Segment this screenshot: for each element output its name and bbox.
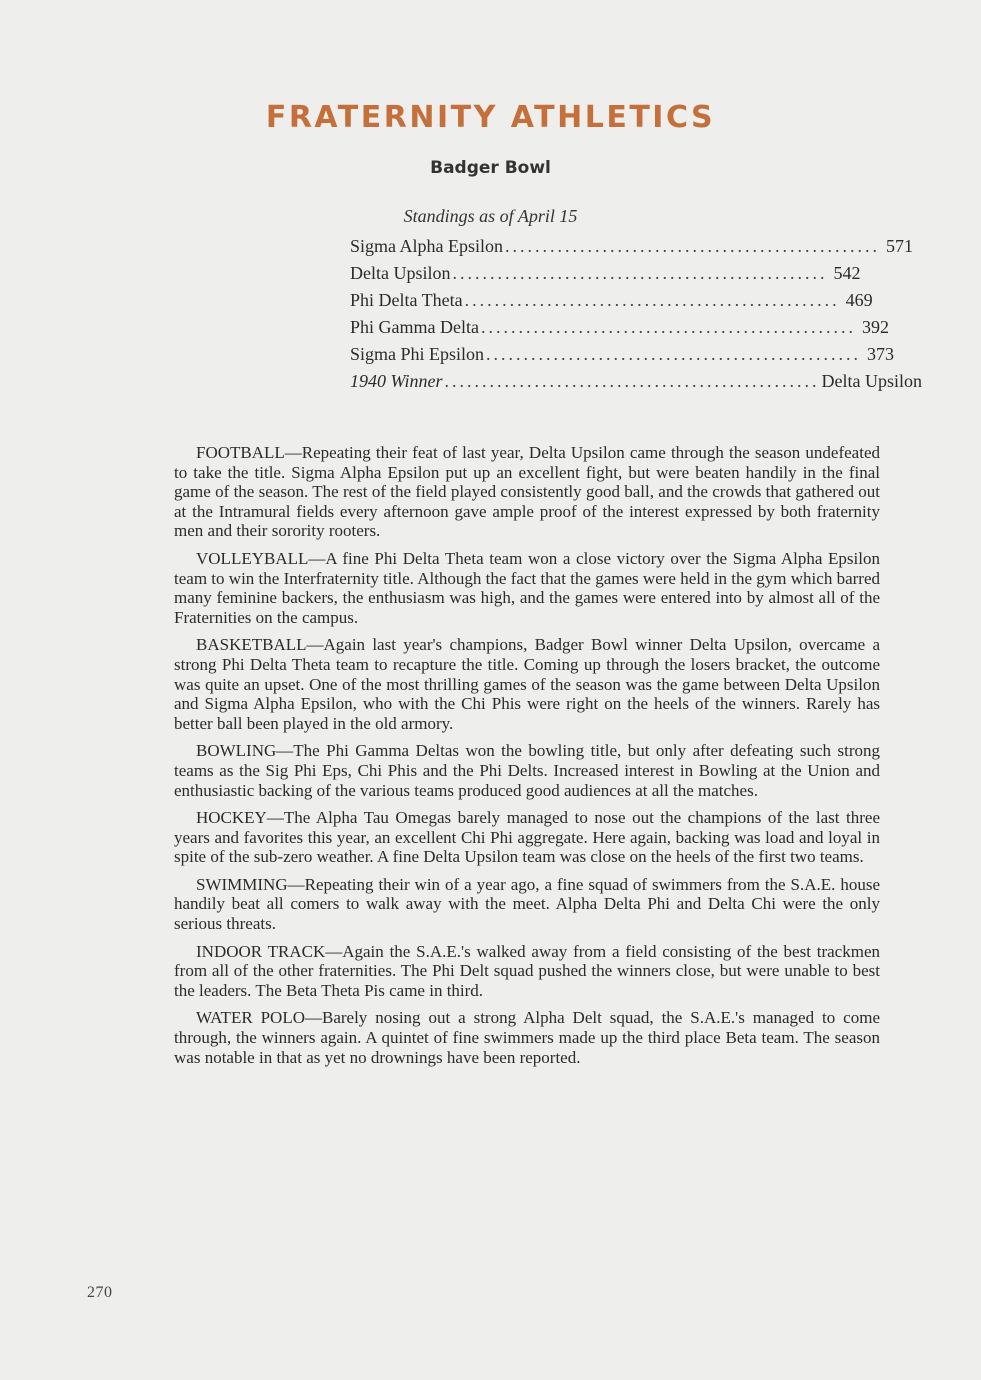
hockey-paragraph: HOCKEY—The Alpha Tau Omegas barely managed to nose out the champions of the last three years and favorites this year, an excellent Chi Phi aggregate. Here again, backing was load and loyal in spite of the sub-zero weather. A fine Delta Upsilon team was close on the heels of the first two teams.: [174, 808, 880, 867]
basketball-paragraph: BASKETBALL—Again last year's champions, Badger Bowl winner Delta Upsilon, overcame a strong Phi Delta Theta team to recapture the title. Coming up through the losers bracket, the outcome was quite an upset. One of the most thrilling games of the season was the game between Delta Upsilon and Sigma Alpha Epsilon, who with the Chi Phis were right on the heels of the winners. Rarely has better ball been played in the old armory.: [174, 635, 880, 733]
team-score: 469: [845, 290, 873, 310]
article-body: [174, 443, 880, 1075]
team-score: 392: [861, 317, 889, 337]
team-score: 542: [833, 263, 861, 283]
standings-caption: Standings as of April 15: [403, 206, 578, 226]
bowling-paragraph: BOWLING—The Phi Gamma Deltas won the bowling title, but only after defeating such strong teams as the Sig Phi Eps, Chi Phis and the Phi Delts. Increased interest in Bowling at the Union and enthusiastic backing of the various teams produced good audiences at all the matches.: [174, 741, 880, 800]
volleyball-paragraph: VOLLEYBALL—A fine Phi Delta Theta team won a close victory over the Sigma Alpha Epsilon team to win the Interfraternity title. Although the fact that the games were held in the gym which barred many feminine backers, the enthusiasm was high, and the games were entered into by almost all of the Fraternities on the campus.: [174, 548, 880, 627]
dot-leader: ..................................................: [480, 317, 856, 337]
standings-row: [350, 317, 889, 344]
winner-label: 1940 Winner: [350, 371, 443, 391]
water-polo-paragraph: WATER POLO—Barely nosing out a strong Alpha Delt squad, the S.A.E.'s managed to come through, the winners again. A quintet of fine swimmers made up the third place Beta team. The season was notable in that as yet no drownings have been reported.: [174, 1008, 880, 1067]
page-number: 270: [87, 1284, 113, 1301]
team-name: Phi Gamma Delta: [350, 317, 479, 337]
standings-row: [350, 344, 895, 371]
standings-row: [350, 263, 861, 290]
team-score: 373: [867, 344, 895, 364]
indoor-track-paragraph: INDOOR TRACK—Again the S.A.E.'s walked away from a field consisting of the best trackmen from all of the other fraternities. The Phi Delt squad pushed the winners close, but were unable to best the leaders. The Beta Theta Pis came in third.: [174, 941, 880, 1000]
standings-winner-row: [350, 371, 922, 398]
dot-leader: ..................................................: [452, 263, 828, 283]
team-name: Delta Upsilon: [350, 263, 451, 283]
team-name: Sigma Phi Epsilon: [350, 344, 485, 364]
team-name: Sigma Alpha Epsilon: [350, 236, 503, 256]
page-subtitle: Badger Bowl: [430, 158, 551, 178]
standings-row: [350, 290, 873, 317]
football-paragraph: FOOTBALL—Repeating their feat of last year, Delta Upsilon came through the season undefeated to take the title. Sigma Alpha Epsilon put up an excellent fight, but were beaten handily in the final game of the season. The rest of the field played consistently good ball, and the crowds that gathered out at the Intramural fields every afternoon gave ample proof of the interest expressed by both fraternity men and their sorority rooters.: [174, 443, 880, 541]
dot-leader: ..................................................: [464, 290, 840, 310]
standings-table: [350, 236, 922, 398]
dot-leader: ..................................................: [444, 371, 820, 391]
team-score: 571: [886, 236, 913, 256]
dot-leader: ..................................................: [505, 236, 880, 256]
team-name: Phi Delta Theta: [350, 290, 463, 310]
winner-team: Delta Upsilon: [821, 371, 922, 391]
dot-leader: ..................................................: [486, 344, 862, 364]
swimming-paragraph: SWIMMING—Repeating their win of a year ago, a fine squad of swimmers from the S.A.E. house handily beat all comers to walk away with the meet. Alpha Delta Phi and Delta Chi were the only serious threats.: [174, 874, 880, 934]
standings-row: [350, 236, 913, 263]
page-title: FRATERNITY ATHLETICS: [265, 100, 716, 135]
